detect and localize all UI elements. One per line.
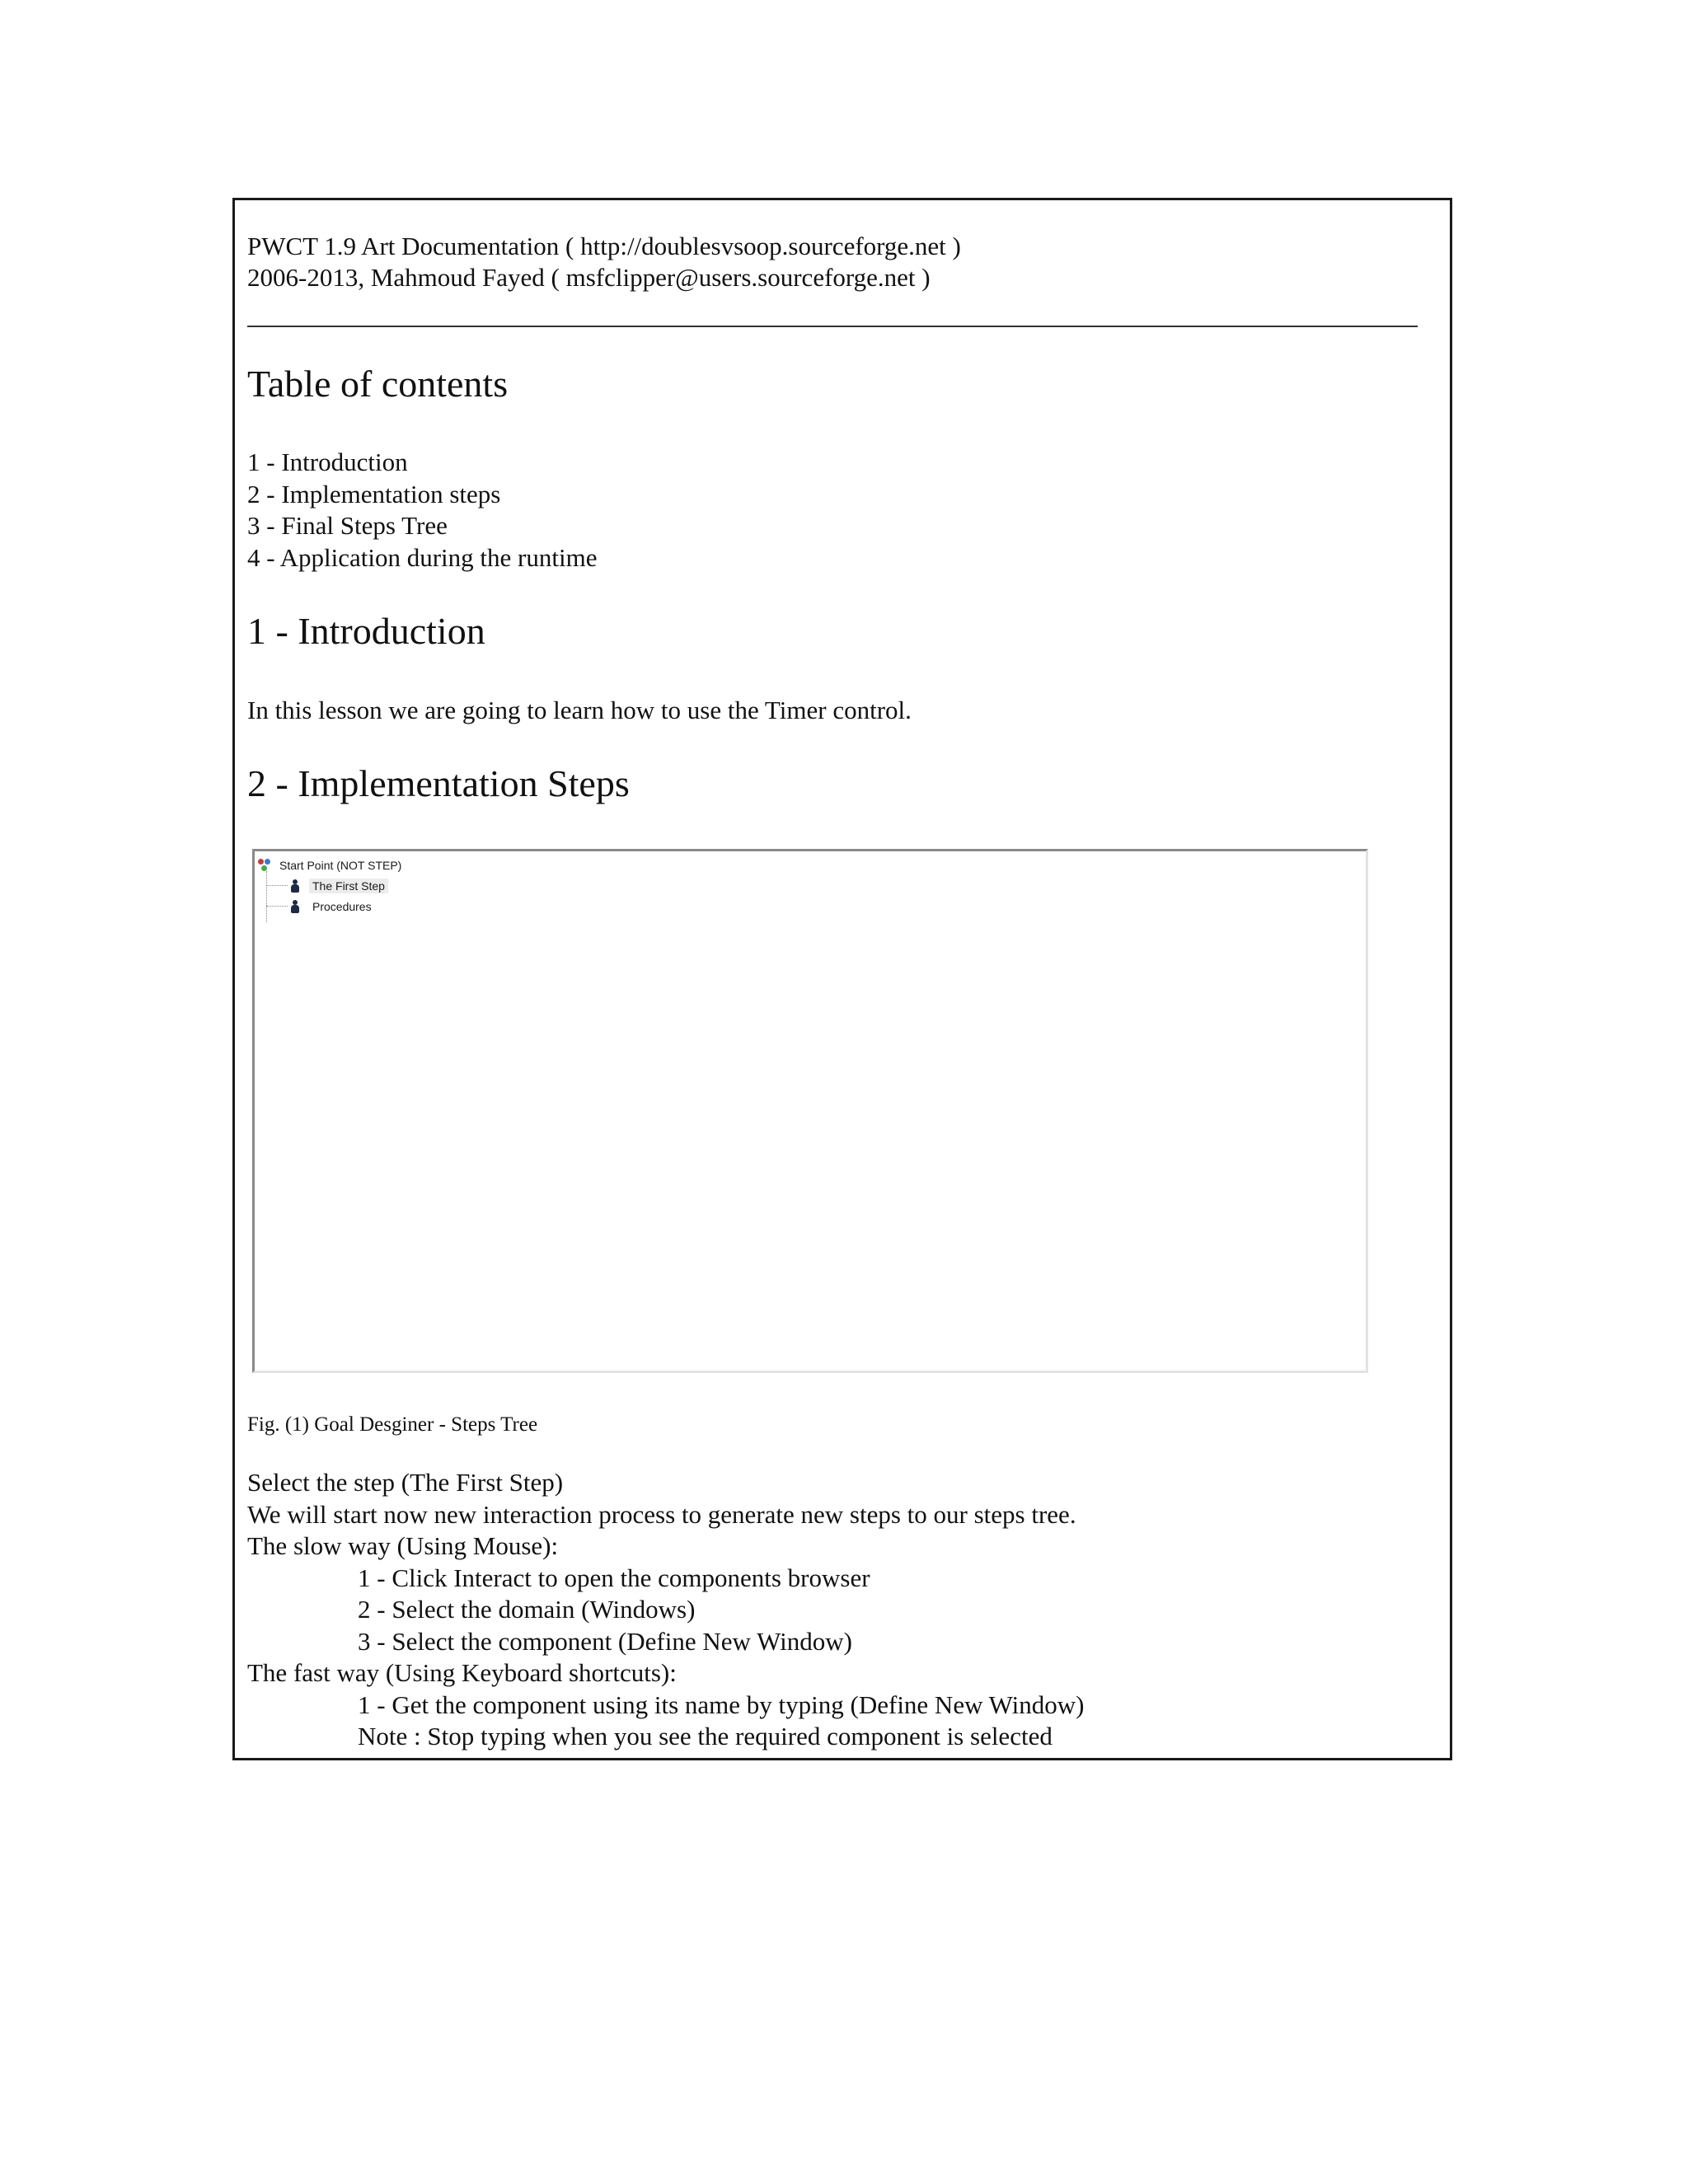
toc-item-runtime: 4 - Application during the runtime [247, 542, 598, 572]
toc-item-introduction: 1 - Introduction [247, 448, 408, 476]
fast-step-note: Note : Stop typing when you see the required component is selected [358, 1722, 1053, 1750]
tree-node-procedures[interactable] [258, 896, 401, 916]
introduction-body [247, 695, 912, 727]
implementation-title: 2 - Implementation Steps [247, 762, 630, 804]
start-point-icon [258, 859, 271, 872]
fast-way-title: The fast way (Using Keyboard shortcuts): [247, 1658, 677, 1687]
instruction-line: We will start now new interaction process to generate new steps to our steps tree. [247, 1499, 1076, 1529]
instruction-line: The slow way (Using Mouse): [247, 1531, 559, 1560]
steps-tree [258, 855, 401, 916]
header-line-2: 2006-2013, Mahmoud Fayed ( msfclipper@users.sourceforge.net ) [247, 263, 931, 292]
introduction-title: 1 - Introduction [247, 610, 485, 652]
toc-item-final-steps: 3 - Final Steps Tree [247, 511, 448, 540]
step-icon [291, 900, 299, 913]
tree-node-first-step-label: The First Step [309, 879, 388, 893]
header-divider [247, 326, 1418, 327]
tree-node-first-step[interactable] [258, 875, 401, 896]
document-header [247, 231, 1418, 293]
instruction-line: Select the step (The First Step) [247, 1468, 564, 1497]
tree-node-root[interactable] [258, 855, 401, 875]
implementation-instructions [247, 1467, 1085, 1753]
tree-node-procedures-label: Procedures [312, 899, 372, 913]
toc-list [247, 447, 597, 574]
tree-node-root-label: Start Point (NOT STEP) [279, 858, 402, 872]
figure-caption: Fig. (1) Goal Desginer - Steps Tree [247, 1413, 538, 1436]
tree-connector [266, 906, 288, 907]
introduction-text: In this lesson we are going to learn how to use the Timer control. [247, 696, 912, 724]
fast-step: 1 - Get the component using its name by typing (Define New Window) [358, 1690, 1085, 1719]
slow-step: 2 - Select the domain (Windows) [358, 1595, 696, 1624]
steps-tree-screenshot [252, 849, 1368, 1373]
header-line-1: PWCT 1.9 Art Documentation ( http://doublesvsoop.sourceforge.net ) [247, 232, 961, 260]
toc-item-implementation: 2 - Implementation steps [247, 479, 501, 509]
step-icon [291, 879, 299, 893]
toc-title: Table of contents [247, 363, 509, 405]
slow-step: 3 - Select the component (Define New Window) [358, 1626, 852, 1656]
tree-connector [266, 885, 288, 886]
slow-step: 1 - Click Interact to open the components browser [358, 1563, 870, 1592]
